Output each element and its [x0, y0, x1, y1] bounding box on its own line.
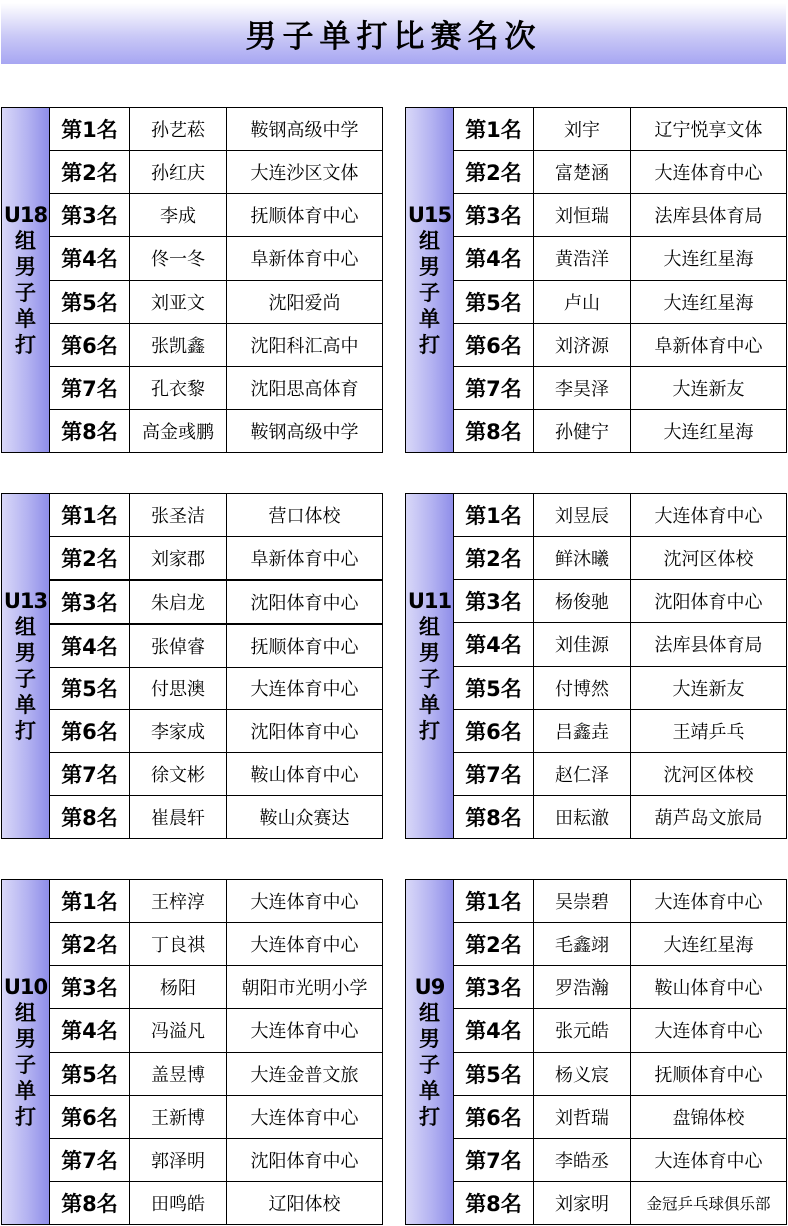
- rank-cell: 第2名: [454, 537, 534, 579]
- table-row: [50, 1182, 382, 1224]
- group-label-char: 单: [15, 307, 36, 331]
- table-row: [50, 880, 382, 923]
- group-table-u11: [405, 493, 787, 839]
- table-row: [50, 710, 382, 753]
- group-label: [406, 108, 454, 452]
- club-cell: 沈河区体校: [663, 549, 754, 571]
- table-row: [50, 410, 382, 452]
- club-cell: 大连体育中心: [654, 506, 763, 528]
- table-row: [454, 537, 786, 580]
- rank-cell: 第3名: [454, 194, 534, 236]
- rank-cell: 第2名: [50, 923, 130, 965]
- club-cell: 鞍山众赛达: [259, 808, 350, 830]
- rank-cell: 第8名: [50, 410, 130, 452]
- club-cell: 沈阳思高体育: [250, 378, 359, 400]
- player-name-cell: 吴崇碧: [534, 880, 631, 922]
- table-row: [50, 753, 382, 796]
- rank-cell: 第3名: [454, 580, 534, 622]
- table-row: [454, 796, 786, 838]
- table-row: [454, 237, 786, 280]
- group-label-char: 打: [15, 333, 36, 357]
- table-row: [454, 966, 786, 1009]
- club-cell: 大连体育中心: [250, 1021, 359, 1043]
- table-row: [454, 410, 786, 452]
- group-code: U15: [407, 203, 452, 227]
- table-row: [454, 923, 786, 966]
- table-row: [50, 1009, 382, 1052]
- ranking-rows: [454, 880, 786, 1224]
- title-bar: [1, 3, 786, 64]
- group-label-char: 男: [419, 1027, 440, 1051]
- rank-cell: 第4名: [454, 237, 534, 279]
- table-row: [50, 367, 382, 410]
- player-name-cell: 高金彧鹏: [130, 410, 227, 452]
- player-name-cell: 丁良祺: [130, 923, 227, 965]
- table-row: [454, 710, 786, 753]
- club-cell: 王靖乒乓: [672, 721, 745, 743]
- player-name-cell: 刘亚文: [130, 281, 227, 323]
- rank-cell: 第8名: [50, 1182, 130, 1224]
- group-label-char: 子: [15, 1053, 36, 1077]
- group-label-char: 组: [419, 1001, 440, 1025]
- player-name-cell: 孙健宁: [534, 410, 631, 452]
- player-name-cell: 吕鑫垚: [534, 710, 631, 752]
- table-row: [50, 237, 382, 280]
- group-label-char: 男: [419, 641, 440, 665]
- club-cell: 鞍山体育中心: [654, 978, 763, 1000]
- club-cell: 大连沙区文体: [250, 163, 359, 185]
- ranking-rows: [50, 880, 382, 1224]
- player-name-cell: 鲜沐曦: [534, 537, 631, 579]
- player-name-cell: 田鸣皓: [130, 1182, 227, 1224]
- table-row: [454, 281, 786, 324]
- player-name-cell: 李成: [130, 194, 227, 236]
- table-row: [454, 1009, 786, 1052]
- group-label: [2, 494, 50, 838]
- group-table-u15: [405, 107, 787, 453]
- player-name-cell: 杨俊驰: [534, 580, 631, 622]
- club-cell: 阜新体育中心: [250, 249, 359, 271]
- player-name-cell: 刘昱辰: [534, 494, 631, 536]
- rank-cell: 第7名: [50, 367, 130, 409]
- player-name-cell: 赵仁泽: [534, 753, 631, 795]
- rank-cell: 第1名: [454, 880, 534, 922]
- table-row: [50, 108, 382, 151]
- rank-cell: 第3名: [50, 194, 130, 236]
- ranking-rows: [50, 108, 382, 452]
- table-row: [454, 880, 786, 923]
- table-row: [50, 796, 382, 838]
- player-name-cell: 刘家明: [534, 1182, 631, 1224]
- table-row: [50, 581, 382, 625]
- rank-cell: 第2名: [454, 923, 534, 965]
- table-row: [454, 494, 786, 537]
- group-label: [406, 494, 454, 838]
- rank-cell: 第7名: [50, 1139, 130, 1181]
- player-name-cell: 孙红庆: [130, 151, 227, 193]
- table-row: [50, 923, 382, 966]
- player-name-cell: 郭泽明: [130, 1139, 227, 1181]
- player-name-cell: 刘哲瑞: [534, 1096, 631, 1138]
- club-cell: 大连红星海: [663, 249, 754, 271]
- club-cell: 大连体育中心: [250, 892, 359, 914]
- rank-cell: 第6名: [454, 324, 534, 366]
- club-cell: 沈阳体育中心: [250, 592, 359, 614]
- club-cell: 抚顺体育中心: [250, 206, 359, 228]
- player-name-cell: 毛鑫翊: [534, 923, 631, 965]
- club-cell: 沈阳科汇高中: [250, 335, 359, 357]
- group-label-char: 单: [15, 693, 36, 717]
- group-label-char: 组: [419, 229, 440, 253]
- table-row: [454, 367, 786, 410]
- group-table-u10: [1, 879, 383, 1225]
- table-row: [50, 151, 382, 194]
- player-name-cell: 刘恒瑞: [534, 194, 631, 236]
- player-name-cell: 朱启龙: [130, 581, 227, 623]
- table-row: [454, 108, 786, 151]
- group-label-char: 组: [15, 229, 36, 253]
- club-cell: 大连体育中心: [250, 935, 359, 957]
- rank-cell: 第8名: [454, 410, 534, 452]
- rank-cell: 第6名: [454, 710, 534, 752]
- table-row: [454, 194, 786, 237]
- group-label-char: 单: [15, 1079, 36, 1103]
- club-cell: 大连红星海: [663, 935, 754, 957]
- table-row: [454, 667, 786, 710]
- rank-cell: 第4名: [454, 623, 534, 665]
- group-label-char: 组: [15, 1001, 36, 1025]
- rank-cell: 第1名: [50, 494, 130, 536]
- player-name-cell: 张圣洁: [130, 494, 227, 536]
- club-cell: 大连体育中心: [250, 679, 359, 701]
- group-label-char: 打: [15, 719, 36, 743]
- rank-cell: 第7名: [454, 367, 534, 409]
- rank-cell: 第8名: [454, 1182, 534, 1224]
- group-code: U11: [407, 589, 452, 613]
- club-cell: 葫芦岛文旅局: [654, 807, 763, 829]
- ranking-rows: [454, 108, 786, 452]
- club-cell: 大连体育中心: [654, 163, 763, 185]
- club-cell: 金冠乒乓球俱乐部: [646, 1194, 771, 1213]
- group-label: [406, 880, 454, 1224]
- group-code: U10: [3, 975, 48, 999]
- rank-cell: 第5名: [50, 1053, 130, 1095]
- club-cell: 大连金普文旅: [250, 1064, 359, 1086]
- club-cell: 鞍钢高级中学: [250, 120, 359, 142]
- group-label-char: 子: [419, 667, 440, 691]
- table-row: [50, 668, 382, 711]
- group-table-u13: [1, 493, 383, 839]
- table-row: [50, 625, 382, 668]
- rank-cell: 第3名: [50, 966, 130, 1008]
- club-cell: 法库县体育局: [654, 635, 763, 657]
- table-row: [50, 537, 382, 581]
- rank-cell: 第1名: [454, 108, 534, 150]
- group-label: [2, 108, 50, 452]
- table-row: [50, 1053, 382, 1096]
- player-name-cell: 富楚涵: [534, 151, 631, 193]
- player-name-cell: 田耘澈: [534, 796, 631, 838]
- rank-cell: 第8名: [454, 796, 534, 838]
- club-cell: 大连新友: [672, 678, 745, 700]
- ranking-rows: [50, 494, 382, 838]
- club-cell: 沈阳体育中心: [250, 722, 359, 744]
- club-cell: 法库县体育局: [654, 206, 763, 228]
- rank-cell: 第4名: [50, 1009, 130, 1051]
- table-row: [50, 281, 382, 324]
- rank-cell: 第3名: [454, 966, 534, 1008]
- rank-cell: 第5名: [454, 281, 534, 323]
- player-name-cell: 付思澳: [130, 668, 227, 710]
- player-name-cell: 王新博: [130, 1096, 227, 1138]
- rank-cell: 第6名: [50, 710, 130, 752]
- player-name-cell: 刘家郡: [130, 537, 227, 579]
- player-name-cell: 张倬睿: [130, 625, 227, 667]
- player-name-cell: 杨阳: [130, 966, 227, 1008]
- rank-cell: 第7名: [454, 753, 534, 795]
- player-name-cell: 佟一冬: [130, 237, 227, 279]
- group-label-char: 男: [15, 641, 36, 665]
- rank-cell: 第7名: [454, 1139, 534, 1181]
- player-name-cell: 刘济源: [534, 324, 631, 366]
- group-label-char: 打: [15, 1105, 36, 1129]
- table-row: [454, 1096, 786, 1139]
- club-cell: 辽宁悦享文体: [654, 120, 763, 142]
- player-name-cell: 张凯鑫: [130, 324, 227, 366]
- rank-cell: 第4名: [454, 1009, 534, 1051]
- club-cell: 朝阳市光明小学: [241, 978, 368, 1000]
- group-label: [2, 880, 50, 1224]
- rank-cell: 第6名: [454, 1096, 534, 1138]
- rank-cell: 第5名: [454, 1053, 534, 1095]
- group-label-char: 组: [419, 615, 440, 639]
- table-row: [50, 1139, 382, 1182]
- group-label-char: 单: [419, 693, 440, 717]
- player-name-cell: 罗浩瀚: [534, 966, 631, 1008]
- group-label-char: 子: [15, 281, 36, 305]
- group-label-char: 男: [15, 255, 36, 279]
- group-label-char: 组: [15, 615, 36, 639]
- club-cell: 沈河区体校: [663, 764, 754, 786]
- player-name-cell: 付博然: [534, 667, 631, 709]
- player-name-cell: 刘宇: [534, 108, 631, 150]
- group-label-char: 打: [419, 719, 440, 743]
- table-row: [50, 324, 382, 367]
- player-name-cell: 李家成: [130, 710, 227, 752]
- club-cell: 大连红星海: [663, 292, 754, 314]
- group-label-char: 男: [419, 255, 440, 279]
- club-cell: 盘锦体校: [672, 1107, 745, 1129]
- table-row: [454, 151, 786, 194]
- rank-cell: 第5名: [50, 668, 130, 710]
- group-label-char: 子: [419, 281, 440, 305]
- group-table-u9: [405, 879, 787, 1225]
- table-row: [50, 966, 382, 1009]
- club-cell: 大连体育中心: [654, 892, 763, 914]
- group-label-char: 打: [419, 1105, 440, 1129]
- player-name-cell: 李皓丞: [534, 1139, 631, 1181]
- player-name-cell: 杨义宸: [534, 1053, 631, 1095]
- club-cell: 大连新友: [672, 378, 745, 400]
- player-name-cell: 李昊泽: [534, 367, 631, 409]
- player-name-cell: 冯溢凡: [130, 1009, 227, 1051]
- ranking-rows: [454, 494, 786, 838]
- group-table-u18: [1, 107, 383, 453]
- club-cell: 沈阳体育中心: [250, 1150, 359, 1172]
- rank-cell: 第2名: [50, 151, 130, 193]
- rank-cell: 第1名: [50, 880, 130, 922]
- club-cell: 营口体校: [268, 505, 341, 527]
- club-cell: 鞍钢高级中学: [250, 421, 359, 443]
- player-name-cell: 盖昱博: [130, 1053, 227, 1095]
- player-name-cell: 黄浩洋: [534, 237, 631, 279]
- group-label-char: 单: [419, 307, 440, 331]
- page-title: 男子单打比赛名次: [245, 19, 542, 55]
- club-cell: 大连体育中心: [654, 1021, 763, 1043]
- rank-cell: 第1名: [454, 494, 534, 536]
- group-label-char: 子: [419, 1053, 440, 1077]
- club-cell: 抚顺体育中心: [654, 1064, 763, 1086]
- club-cell: 大连体育中心: [250, 1107, 359, 1129]
- club-cell: 大连红星海: [663, 421, 754, 443]
- group-label-char: 单: [419, 1079, 440, 1103]
- table-row: [454, 1139, 786, 1182]
- player-name-cell: 王梓淳: [130, 880, 227, 922]
- group-label-char: 男: [15, 1027, 36, 1051]
- group-code: U13: [3, 589, 48, 613]
- table-row: [50, 194, 382, 237]
- table-row: [454, 623, 786, 666]
- club-cell: 沈阳体育中心: [654, 592, 763, 614]
- player-name-cell: 徐文彬: [130, 753, 227, 795]
- rank-cell: 第7名: [50, 753, 130, 795]
- table-row: [454, 580, 786, 623]
- rank-cell: 第3名: [50, 581, 130, 623]
- table-row: [50, 494, 382, 537]
- club-cell: 抚顺体育中心: [250, 636, 359, 658]
- table-row: [50, 1096, 382, 1139]
- player-name-cell: 崔晨轩: [130, 796, 227, 838]
- table-row: [454, 1053, 786, 1096]
- group-code: U18: [3, 203, 48, 227]
- rank-cell: 第6名: [50, 324, 130, 366]
- player-name-cell: 卢山: [534, 281, 631, 323]
- player-name-cell: 孙艺菘: [130, 108, 227, 150]
- rank-cell: 第2名: [50, 537, 130, 579]
- club-cell: 阜新体育中心: [654, 335, 763, 357]
- club-cell: 沈阳爱尚: [268, 292, 341, 314]
- club-cell: 鞍山体育中心: [250, 765, 359, 787]
- club-cell: 阜新体育中心: [250, 548, 359, 570]
- group-label-char: 打: [419, 333, 440, 357]
- player-name-cell: 刘佳源: [534, 623, 631, 665]
- rank-cell: 第8名: [50, 796, 130, 838]
- rank-cell: 第4名: [50, 625, 130, 667]
- rank-cell: 第4名: [50, 237, 130, 279]
- club-cell: 大连体育中心: [654, 1150, 763, 1172]
- player-name-cell: 孔衣黎: [130, 367, 227, 409]
- group-code: U9: [414, 975, 445, 999]
- player-name-cell: 张元皓: [534, 1009, 631, 1051]
- table-row: [454, 324, 786, 367]
- table-row: [454, 753, 786, 796]
- group-label-char: 子: [15, 667, 36, 691]
- rank-cell: 第2名: [454, 151, 534, 193]
- rank-cell: 第5名: [50, 281, 130, 323]
- rank-cell: 第5名: [454, 667, 534, 709]
- club-cell: 辽阳体校: [268, 1193, 341, 1215]
- table-row: [454, 1182, 786, 1224]
- rank-cell: 第6名: [50, 1096, 130, 1138]
- rank-cell: 第1名: [50, 108, 130, 150]
